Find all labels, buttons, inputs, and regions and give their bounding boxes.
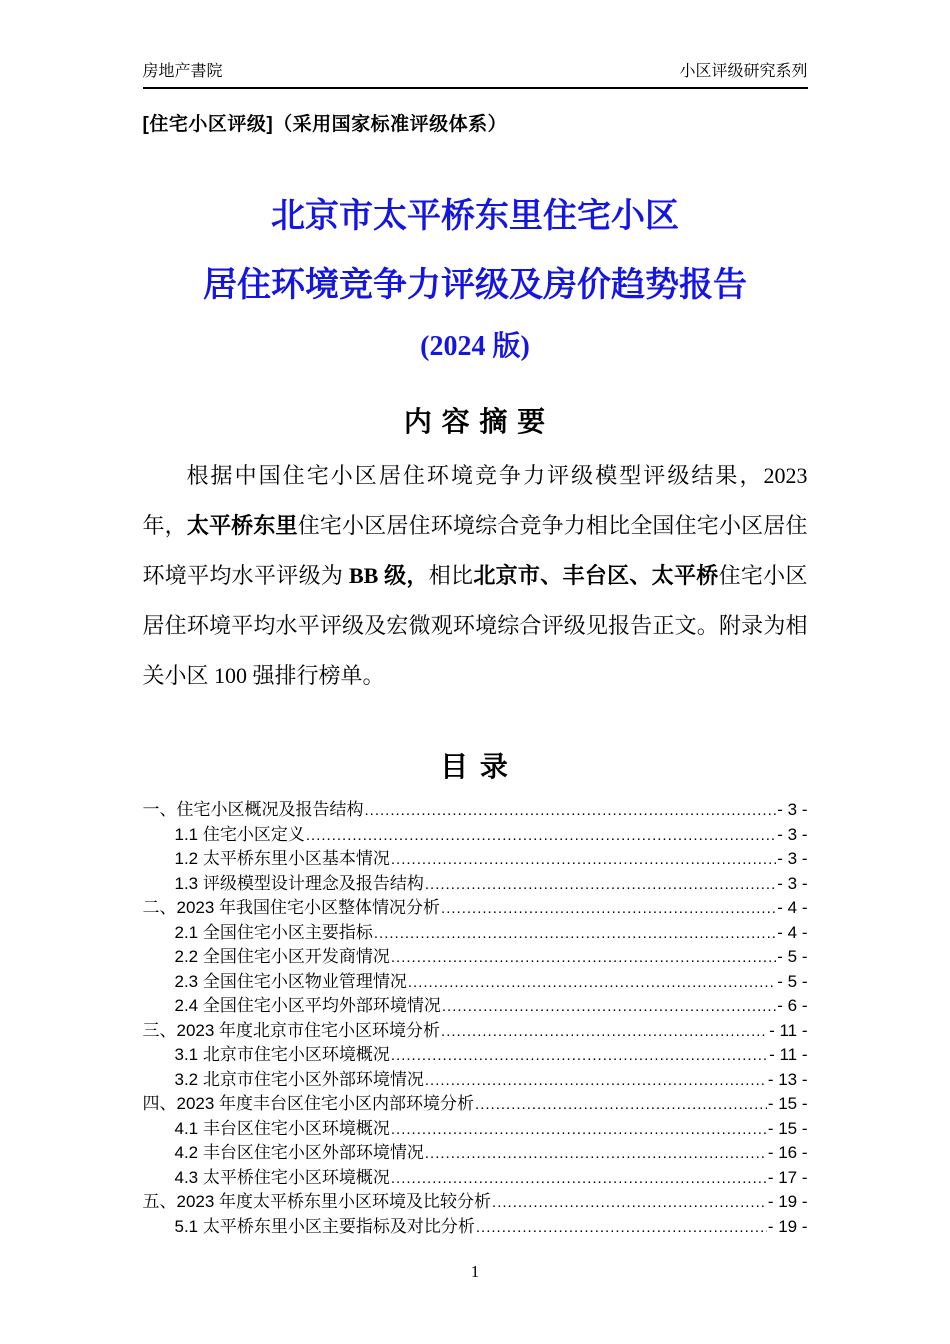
toc-entry	[143, 1117, 808, 1142]
toc-entry-page: - 15 -	[767, 1094, 808, 1113]
toc-entry-label: 5.1 太平桥东里小区主要指标及对比分析	[174, 1216, 475, 1236]
abstract-heading: 内 容 摘 要	[403, 406, 547, 437]
toc-entry-label: 一、住宅小区概况及报告结构	[142, 800, 364, 819]
toc-entry	[143, 1019, 808, 1044]
toc-entry-label: 3.2 北京市住宅小区外部环境情况	[174, 1069, 424, 1089]
toc-dot-leader	[442, 994, 776, 1020]
report-edition: (2024 版)	[420, 331, 530, 362]
toc-entry	[143, 847, 808, 872]
toc-dot-leader	[374, 921, 776, 947]
toc-entry-page: - 3 -	[777, 824, 808, 844]
toc-entry-page: - 4 -	[777, 922, 808, 942]
toc-entry-page: - 3 -	[777, 800, 808, 819]
toc-entry	[143, 872, 808, 897]
toc-list	[143, 798, 808, 1239]
toc-entry-label: 四、2023 年度丰台区住宅小区内部环境分析	[142, 1094, 475, 1113]
toc-entry-label: 五、2023 年度太平桥东里小区环境及比较分析	[142, 1192, 492, 1211]
toc-dot-leader	[425, 1068, 767, 1094]
toc-entry-label: 1.1 住宅小区定义	[174, 824, 305, 844]
toc-entry	[143, 1215, 808, 1240]
toc-dot-leader	[391, 1043, 768, 1069]
toc-dot-leader	[408, 970, 776, 996]
report-title-line1: 北京市太平桥东里住宅小区	[271, 198, 679, 235]
abstract-segment: 住宅小区居住环境平均水平评级及宏微观环境综合评级见报告正文。附录为相关小区 100 强排行榜单。	[142, 563, 808, 688]
toc-entry-page: - 16 -	[767, 1143, 808, 1162]
header-left-text: 房地产書院	[142, 63, 223, 80]
toc-dot-leader	[391, 1166, 767, 1192]
rating-system-line: [住宅小区评级]（采用国家标准评级体系）	[142, 114, 508, 135]
toc-entry-label: 3.1 北京市住宅小区环境概况	[174, 1045, 390, 1064]
toc-entry-label: 三、2023 年度北京市住宅小区环境分析	[142, 1020, 441, 1040]
toc-dot-leader	[391, 847, 776, 873]
abstract-segment: BB 级，	[348, 563, 429, 588]
abstract-segment: 根据中国住宅小区居住环境竞争力评级模型评级结果，2023 年，	[142, 463, 808, 538]
toc-entry-label: 4.3 太平桥住宅小区环境概况	[174, 1167, 390, 1187]
toc-entry-label: 2.1 全国住宅小区主要指标	[174, 922, 373, 942]
toc-entry	[143, 1068, 808, 1093]
toc-dot-leader	[306, 823, 776, 849]
toc-entry-page: - 19 -	[767, 1192, 808, 1211]
abstract-paragraph	[143, 451, 808, 701]
running-header	[143, 58, 808, 89]
toc-entry-page: - 3 -	[777, 849, 808, 868]
toc-entry-page: - 5 -	[777, 947, 808, 966]
toc-entry	[143, 970, 808, 995]
header-right-text: 小区评级研究系列	[679, 63, 808, 80]
toc-dot-leader	[425, 1141, 767, 1167]
toc-entry-label: 4.2 丰台区住宅小区外部环境情况	[174, 1143, 424, 1162]
toc-entry-page: - 11 -	[769, 1020, 808, 1040]
page-number: 1	[470, 1262, 480, 1281]
toc-entry-page: - 5 -	[777, 971, 808, 991]
abstract-segment: 北京市、丰台区、太平桥	[473, 563, 719, 588]
toc-entry-label: 二、2023 年我国住宅小区整体情况分析	[142, 898, 441, 917]
toc-entry	[143, 1141, 808, 1166]
toc-entry-page: - 13 -	[767, 1069, 808, 1089]
toc-entry-page: - 6 -	[777, 996, 808, 1015]
toc-dot-leader	[492, 1190, 767, 1216]
toc-entry	[143, 945, 808, 970]
toc-entry-label: 4.1 丰台区住宅小区环境概况	[174, 1118, 390, 1138]
toc-entry-page: - 3 -	[777, 873, 808, 893]
toc-dot-leader	[391, 945, 776, 971]
abstract-segment: 住宅小区居住环境综合竞争力相比全国住宅小区居住环境平均水平评级为	[142, 513, 808, 588]
toc-dot-leader	[391, 1117, 767, 1143]
toc-entry-page: - 4 -	[777, 898, 808, 917]
report-title-line2: 居住环境竞争力评级及房价趋势报告	[203, 266, 747, 304]
toc-heading: 目 录	[440, 751, 510, 782]
toc-entry-page: - 11 -	[769, 1045, 808, 1064]
toc-entry-label: 2.4 全国住宅小区平均外部环境情况	[174, 996, 441, 1015]
toc-entry-label: 1.2 太平桥东里小区基本情况	[174, 849, 390, 868]
toc-entry-label: 2.2 全国住宅小区开发商情况	[174, 947, 390, 966]
toc-dot-leader	[475, 1092, 767, 1118]
toc-entry	[143, 896, 808, 921]
toc-entry	[143, 823, 808, 848]
toc-dot-leader	[476, 1215, 767, 1241]
toc-dot-leader	[365, 798, 777, 824]
abstract-segment: 相比	[428, 563, 474, 588]
toc-entry-page: - 17 -	[767, 1167, 808, 1187]
toc-entry	[143, 1190, 808, 1215]
toc-entry	[143, 994, 808, 1019]
toc-entry-page: - 15 -	[767, 1118, 808, 1138]
toc-entry-label: 1.3 评级模型设计理念及报告结构	[174, 873, 424, 893]
toc-entry	[143, 921, 808, 946]
toc-dot-leader	[425, 872, 776, 898]
toc-entry	[143, 1043, 808, 1068]
toc-dot-leader	[441, 896, 776, 922]
toc-entry	[143, 798, 808, 823]
toc-entry	[143, 1166, 808, 1191]
toc-dot-leader	[441, 1019, 768, 1045]
abstract-segment: 太平桥东里	[186, 513, 298, 538]
toc-entry	[143, 1092, 808, 1117]
toc-entry-page: - 19 -	[767, 1216, 808, 1236]
toc-entry-label: 2.3 全国住宅小区物业管理情况	[174, 971, 407, 991]
